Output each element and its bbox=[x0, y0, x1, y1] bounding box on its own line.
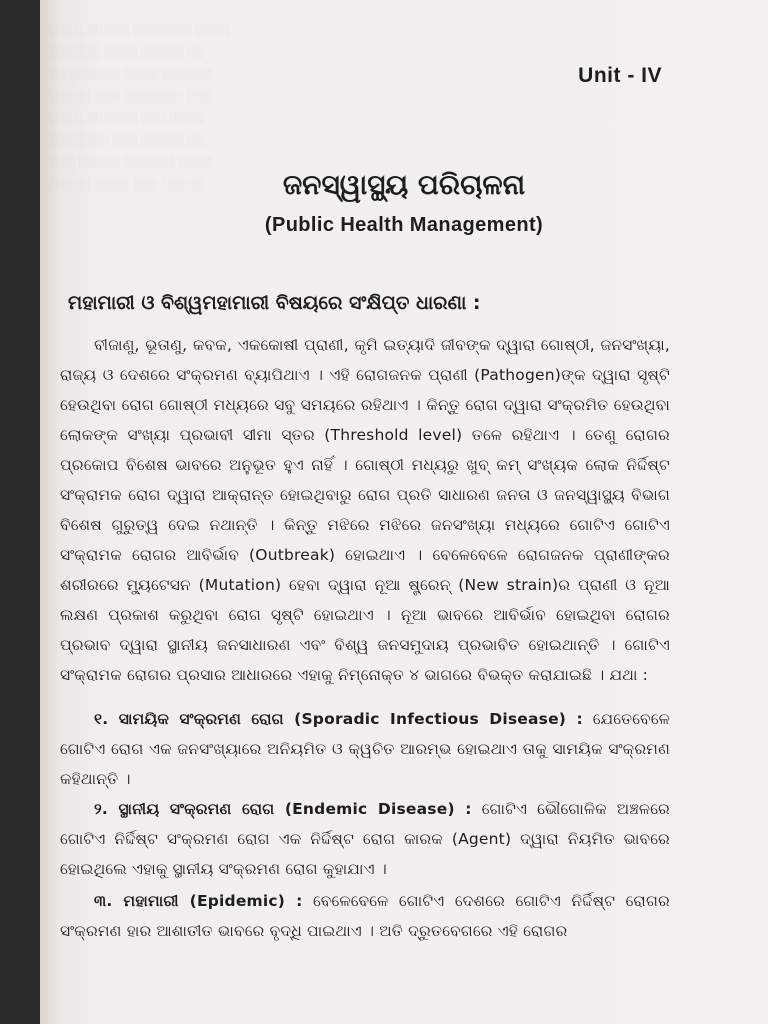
list-item bbox=[60, 886, 670, 946]
list-item bbox=[60, 704, 670, 794]
unit-label: Unit - IV bbox=[578, 64, 662, 87]
chapter-subtitle: (Public Health Management) bbox=[264, 214, 544, 236]
chapter-title: ଜନସ୍ୱାସ୍ଥ୍ୟ ପରିଚାଳନା bbox=[282, 168, 526, 201]
list-item-heading: ୨. ସ୍ଥାନୀୟ ସଂକ୍ରମଣ ରୋଗ (Endemic Disease) : bbox=[94, 800, 472, 818]
show-through-text: ░░░░ ░░░░░ ░░░░░░░ ░░░░ ░░░░░░ ░░░░ ░░░░░ ░░ ░░ ░░░░░░ ░░░░ ░░░░░░ ░░░░░ ░░░ ░░░░░░░ ░░░ ░░░░ ░░░░░░ ░░░ ░░░░ ░░░░░░░ ░░░ ░░░░░ ░░ ░░░ ░░░░░ ░░░░░░ ░░░░ ░░░░░ ░░░░ ░░░ ░░░░░ bbox=[50, 24, 230, 191]
list-item-heading: ୧. ସାମୟିକ ସଂକ୍ରମଣ ରୋଗ (Sporadic Infectious Disease) : bbox=[94, 710, 583, 728]
list-item-text: ଗୋଟିଏ ଭୌଗୋଳିକ ଅଞ୍ଚଳରେ ଗୋଟିଏ ନିର୍ଦ୍ଦିଷ୍ଟ ସଂକ୍ରମଣ ରୋଗ ଏକ ନିର୍ଦ୍ଦିଷ୍ଟ ରୋଗ କାରକ (Agent) ଦ୍ୱାରା ନିୟମିତ ଭାବରେ ହୋଇଥିଲେ ଏହାକୁ ସ୍ଥାନୀୟ ସଂକ୍ରମଣ ରୋଗ କୁହାଯାଏ । bbox=[60, 800, 671, 878]
list-item-text: ଯେତେବେଳେ ଗୋଟିଏ ରୋଗ ଏକ ଜନସଂଖ୍ୟାରେ ଅନିୟମିତ ଓ କ୍ୱଚିତ ଆରମ୍ଭ ହୋଇଥାଏ ତାକୁ ସାମୟିକ ସଂକ୍ରମଣ କହିଥାନ୍ତି । bbox=[60, 710, 670, 788]
intro-paragraph: ବୀଜାଣୁ, ଭୂତାଣୁ, କବକ, ଏକକୋଷୀ ପ୍ରାଣୀ, କୃମି ଇତ୍ୟାଦି ଜୀବଙ୍କ ଦ୍ୱାରା ଗୋଷ୍ଠୀ, ଜନସଂଖ୍ୟା, ରାଜ୍ୟ ଓ ଦେଶରେ ସଂକ୍ରମଣ ବ୍ୟାପିଥାଏ । ଏହି ରୋଗଜନକ ପ୍ରାଣୀ (Pathogen)ଙ୍କ ଦ୍ୱାରା ସୃଷ୍ଟି ହେଉଥିବା ରୋଗ ଗୋଷ୍ଠୀ ମଧ୍ୟରେ ସବୁ ସମୟରେ ରହିଥାଏ । କିନ୍ତୁ ରୋଗ ଦ୍ୱାରା ସଂକ୍ରମିତ ହେଉଥିବା ଲୋକଙ୍କ ସଂଖ୍ୟା ପ୍ରଭାବୀ ସୀମା ସ୍ତର (Threshold level) ତଳେ ରହିଥାଏ । ତେଣୁ ରୋଗର ପ୍ରକୋପ ବିଶେଷ ଭାବରେ ଅନୁଭୂତ ହୁଏ ନାହିଁ । ଗୋଷ୍ଠୀ ମଧ୍ୟରୁ ଖୁବ୍ କମ୍ ସଂଖ୍ୟକ ଲୋକ ନିର୍ଦ୍ଦିଷ୍ଟ ସଂକ୍ରାମକ ରୋଗ ଦ୍ୱାରା ଆକ୍ରାନ୍ତ ହୋଇଥିବାରୁ ରୋଗ ପ୍ରତି ସାଧାରଣ ଜନତା ଓ ଜନସ୍ୱାସ୍ଥ୍ୟ ବିଭାଗ ବିଶେଷ ଗୁରୁତ୍ୱ ଦେଇ ନଥାନ୍ତି । କିନ୍ତୁ ମଝିରେ ମଝିରେ ଜନସଂଖ୍ୟା ମଧ୍ୟରେ ଗୋଟିଏ ଗୋଟିଏ ସଂକ୍ରାମକ ରୋଗର ଆବିର୍ଭାବ (Outbreak) ହୋଇଥାଏ । ବେଳେବେଳେ ରୋଗଜନକ ପ୍ରାଣୀଙ୍କର ଶରୀରରେ ମ୍ୟୁଟେସନ (Mutation) ହେବା ଦ୍ୱାରା ନୂଆ ଷ୍ଟ୍ରେନ୍ (New strain)ର ପ୍ରାଣୀ ଓ ନୂଆ ଲକ୍ଷଣ ପ୍ରକାଶ କରୁଥିବା ରୋଗ ସୃଷ୍ଟି ହୋଇଥାଏ । ନୂଆ ଭାବରେ ଆବିର୍ଭାବ ହୋଇଥିବା ରୋଗର ପ୍ରଭାବ ଦ୍ୱାରା ସ୍ଥାନୀୟ ଜନସାଧାରଣ ଏବଂ ବିଶ୍ୱ ଜନସମୁଦାୟ ପ୍ରଭାବିତ ହୋଇଥାନ୍ତି । ଗୋଟିଏ ସଂକ୍ରାମକ ରୋଗର ପ୍ରସାର ଆଧାରରେ ଏହାକୁ ନିମ୍ନୋକ୍ତ ୪ ଭାଗରେ ବିଭକ୍ତ କରାଯାଇଛି । ଯଥା : bbox=[60, 336, 670, 684]
list-item bbox=[60, 794, 670, 884]
section-heading: ମହାମାରୀ ଓ ବିଶ୍ୱମହାମାରୀ ବିଷୟରେ ସଂକ୍ଷିପ୍ତ ଧାରଣା : bbox=[68, 292, 481, 314]
list-item-text: ବେଳେବେଳେ ଗୋଟିଏ ଦେଶରେ ଗୋଟିଏ ନିର୍ଦ୍ଦିଷ୍ଟ ରୋଗର ସଂକ୍ରମଣ ହାର ଆଶାତୀତ ଭାବରେ ବୃଦ୍ଧି ପାଇଥାଏ । ଅତି ଦ୍ରୁତବେଗରେ ଏହି ରୋଗର bbox=[60, 892, 671, 940]
list-item-heading: ୩. ମହାମାରୀ (Epidemic) : bbox=[94, 892, 303, 910]
book-page bbox=[40, 0, 768, 1024]
